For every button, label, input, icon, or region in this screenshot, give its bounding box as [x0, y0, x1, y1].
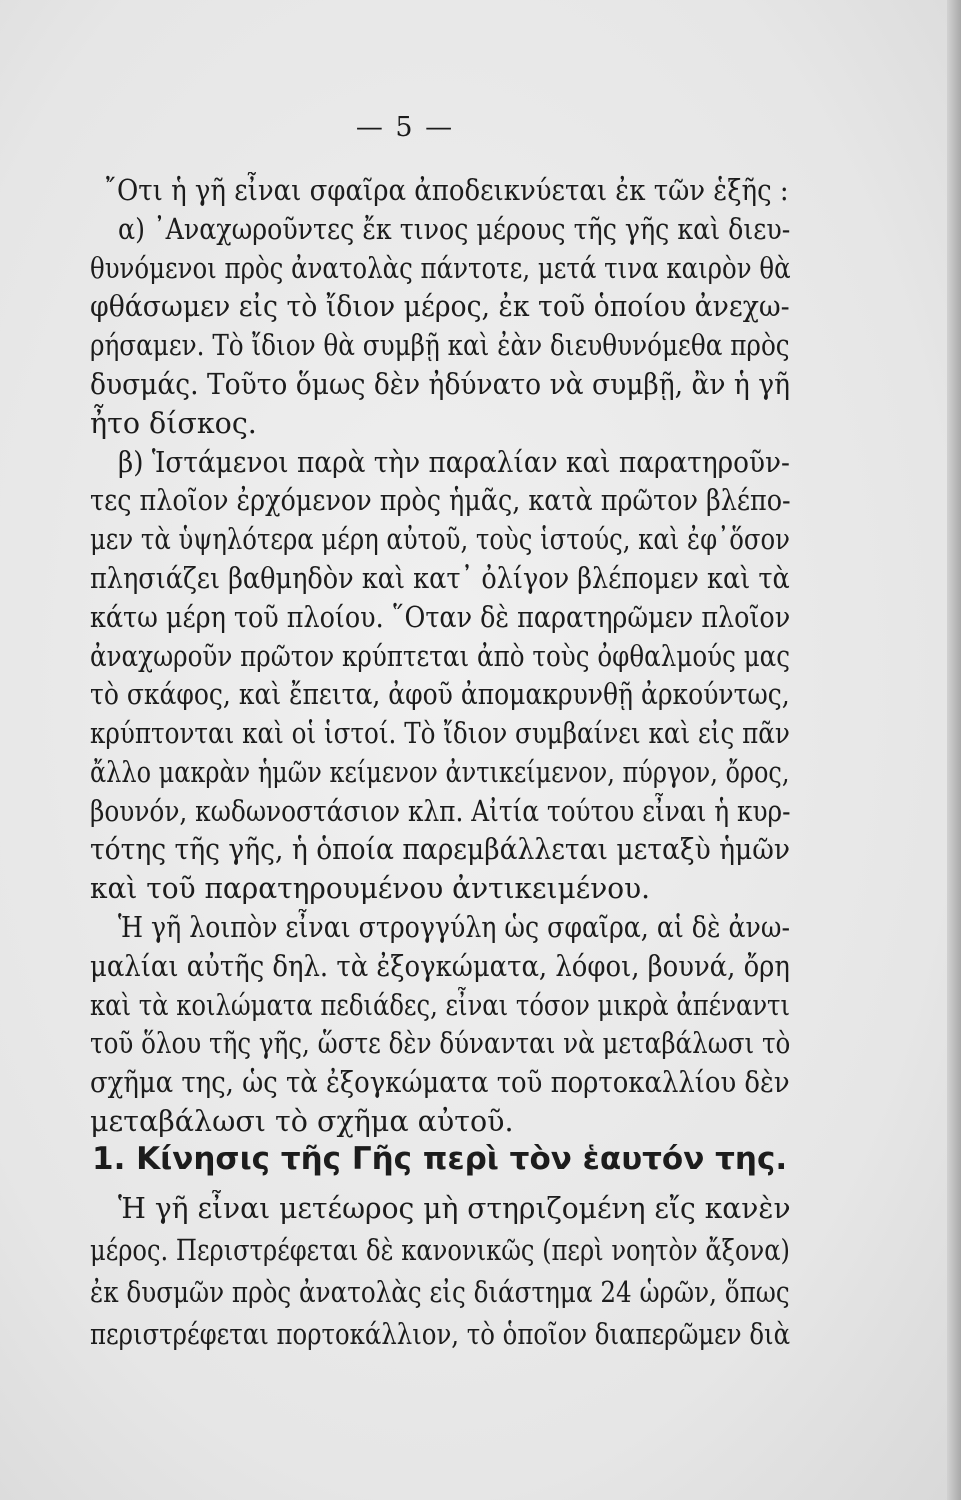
text-line: τότης τῆς γῆς, ἡ ὁποία παρεμβάλλεται μεταξὺ ἡμῶν	[90, 833, 791, 866]
text-line: μέρος. Περιστρέφεται δὲ κανονικῶς (περὶ νοητὸν ἄξονα)	[90, 1234, 790, 1267]
text-line: β) Ἱστάμενοι παρὰ τὴν παραλίαν καὶ παρατηροῦν-	[118, 446, 790, 479]
text-line: περιστρέφεται πορτοκάλλιον, τὸ ὁποῖον διαπερῶμεν διὰ	[90, 1318, 791, 1351]
text-line: σχῆμα της, ὡς τὰ ἐξογκώματα τοῦ πορτοκαλλίου δὲν	[90, 1066, 790, 1099]
text-line: ἦτο δίσκος.	[90, 407, 257, 440]
text-line: τοῦ ὅλου τῆς γῆς, ὥστε δὲν δύνανται νὰ μεταβάλωσι τὸ	[90, 1027, 791, 1060]
text-line: δυσμάς. Τοῦτο ὅμως δὲν ἠδύνατο νὰ συμβῇ, ἂν ἡ γῆ	[90, 368, 790, 401]
text-line: μεταβάλωσι τὸ σχῆμα αὐτοῦ.	[90, 1105, 514, 1138]
text-line: Ἡ γῆ εἶναι μετέωρος μὴ στηριζομένη εἴς κανὲν	[118, 1192, 791, 1225]
text-line: τὸ σκάφος, καὶ ἔπειτα, ἀφοῦ ἀπομακρυνθῇ ἀρκούντως,	[90, 678, 790, 711]
text-line: μεν τὰ ὑψηλότερα μέρη αὐτοῦ, τοὺς ἱστούς, καὶ ἐφ᾿ὅσον	[90, 523, 790, 556]
page-number: — 5 —	[355, 112, 455, 143]
text-line: ῎Οτι ἡ γῆ εἶναι σφαῖρα ἀποδεικνύεται ἐκ τῶν ἑξῆς :	[104, 174, 789, 207]
text-line: ἀναχωροῦν πρῶτον κρύπτεται ἀπὸ τοὺς ὀφθαλμούς μας	[90, 640, 791, 673]
text-line: ἄλλο μακρὰν ἡμῶν κείμενον ἀντικείμενον, πύργον, ὄρος,	[90, 756, 790, 789]
text-line: ἐκ δυσμῶν πρὸς ἀνατολὰς εἰς διάστημα 24 ὡρῶν, ὅπως	[90, 1276, 790, 1309]
text-line: φθάσωμεν εἰς τὸ ἴδιον μέρος, ἐκ τοῦ ὁποίου ἀνεχω-	[90, 290, 790, 323]
text-line: α) ᾿Αναχωροῦντες ἔκ τινος μέρους τῆς γῆς καὶ διευ-	[118, 213, 791, 246]
text-line: καὶ τὰ κοιλώματα πεδιάδες, εἶναι τόσον μικρὰ ἀπέναντι	[90, 989, 791, 1022]
text-line: κρύπτονται καὶ οἱ ἱστοί. Τὸ ἴδιον συμβαίνει καὶ εἰς πᾶν	[90, 717, 790, 750]
text-line: θυνόμενοι πρὸς ἀνατολὰς πάντοτε, μετά τινα καιρὸν θὰ	[90, 252, 791, 285]
text-line: μαλίαι αὐτῆς δηλ. τὰ ἐξογκώματα, λόφοι, βουνά, ὄρη	[90, 950, 790, 983]
text-line: κάτω μέρη τοῦ πλοίου. ῞Οταν δὲ παρατηρῶμεν πλοῖον	[90, 601, 791, 634]
text-line: ρήσαμεν. Τὸ ἴδιον θὰ συμβῇ καὶ ἐὰν διευθυνόμεθα πρὸς	[90, 329, 790, 362]
text-line: καὶ τοῦ παρατηρουμένου ἀντικειμένου.	[90, 872, 650, 905]
text-line: Ἡ γῆ λοιπὸν εἶναι στρογγύλη ὡς σφαῖρα, αἱ δὲ ἀνω-	[118, 911, 790, 944]
page-edge-shadow	[947, 0, 961, 1500]
section-heading: 1. Κίνησις τῆς Γῆς περὶ τὸν ἑαυτόν της.	[92, 1141, 788, 1177]
text-line: τες πλοῖον ἐρχόμενον πρὸς ἡμᾶς, κατὰ πρῶτον βλέπο-	[90, 484, 791, 517]
text-line: πλησιάζει βαθμηδὸν καὶ κατ᾿ ὀλίγον βλέπομεν καὶ τὰ	[90, 562, 790, 595]
text-line: βουνόν, κωδωνοστάσιον κλπ. Αἰτία τούτου εἶναι ἡ κυρ-	[90, 795, 791, 828]
